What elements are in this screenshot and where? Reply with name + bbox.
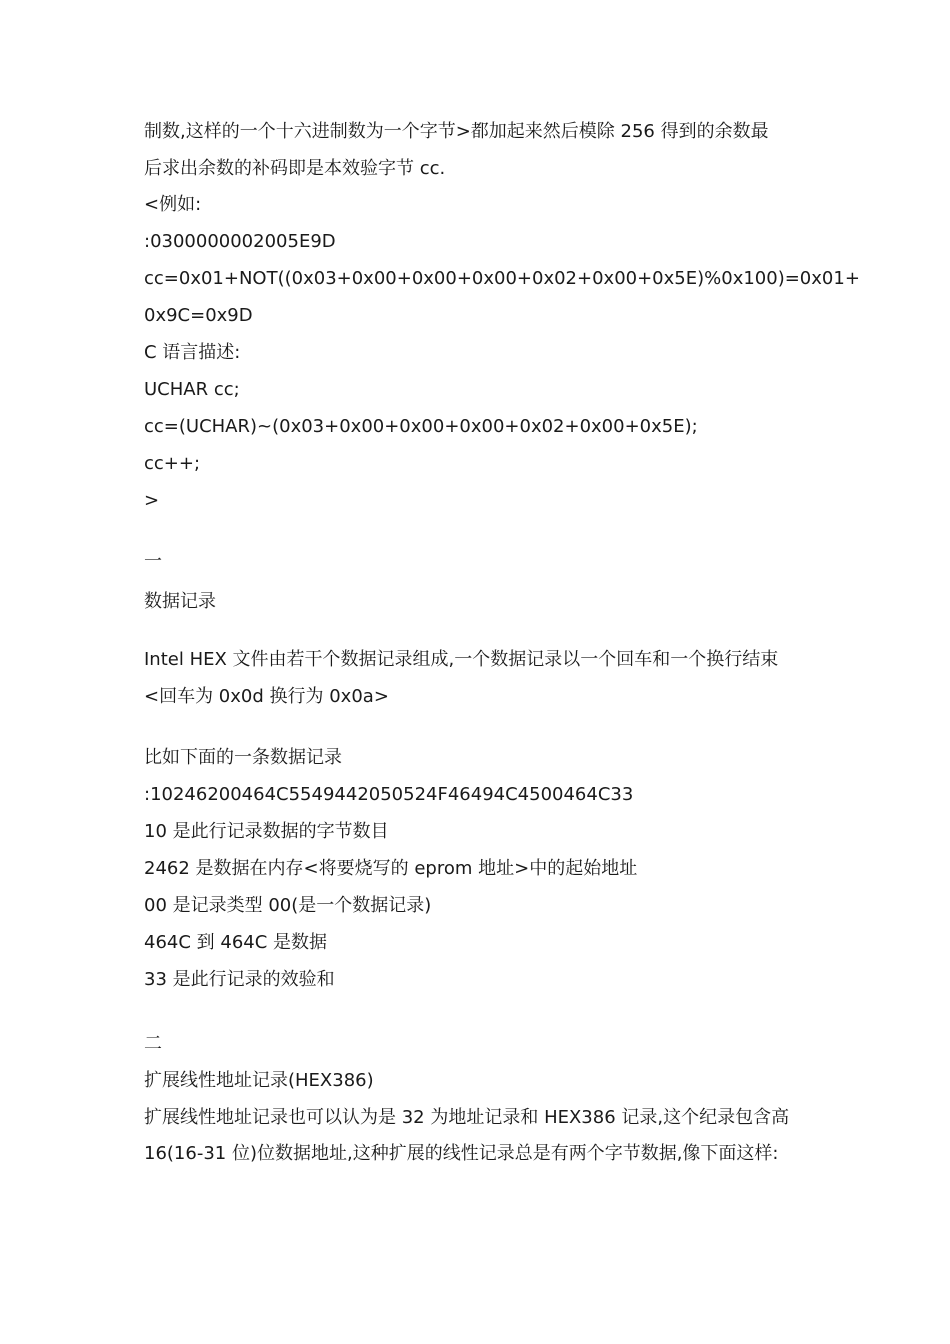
text-line: C 语言描述: — [144, 342, 241, 363]
text-line: 0x9C=0x9D — [144, 305, 253, 326]
section-heading: 数据记录 — [144, 591, 216, 612]
text-line: cc++; — [144, 453, 201, 474]
text-line: :10246200464C5549442050524F46494C4500464C33 — [144, 784, 634, 805]
text-line: :0300000002005E9D — [144, 231, 336, 252]
text-line: 后求出余数的补码即是本效验字节 cc. — [144, 158, 446, 179]
text-line: cc=0x01+NOT((0x03+0x00+0x00+0x00+0x02+0x00+0x5E)%0x100)=0x01+ — [144, 268, 860, 289]
section-number: 一 — [144, 551, 162, 572]
text-line: 10 是此行记录数据的字节数目 — [144, 821, 389, 842]
text-line: 扩展线性地址记录也可以认为是 32 为地址记录和 HEX386 记录,这个纪录包含高 — [144, 1107, 790, 1128]
text-line: 制数,这样的一个十六进制数为一个字节>都加起来然后模除 256 得到的余数最 — [144, 121, 769, 142]
text-line: Intel HEX 文件由若干个数据记录组成,一个数据记录以一个回车和一个换行结束 — [144, 649, 779, 670]
text-line: 比如下面的一条数据记录 — [144, 747, 342, 768]
text-line: 2462 是数据在内存<将要烧写的 eprom 地址>中的起始地址 — [144, 858, 638, 879]
text-line: <回车为 0x0d 换行为 0x0a> — [144, 686, 389, 707]
text-line: <例如: — [144, 194, 202, 215]
section-heading: 扩展线性地址记录(HEX386) — [144, 1070, 374, 1091]
text-line: cc=(UCHAR)~(0x03+0x00+0x00+0x00+0x02+0x00+0x5E); — [144, 416, 698, 437]
text-line: > — [144, 490, 160, 511]
text-line: 16(16-31 位)位数据地址,这种扩展的线性记录总是有两个字节数据,像下面这样: — [144, 1143, 779, 1164]
text-line: 464C 到 464C 是数据 — [144, 932, 328, 953]
text-line: 00 是记录类型 00(是一个数据记录) — [144, 895, 432, 916]
text-line: UCHAR cc; — [144, 379, 240, 400]
text-line: 33 是此行记录的效验和 — [144, 969, 335, 990]
section-number: 二 — [144, 1033, 162, 1054]
